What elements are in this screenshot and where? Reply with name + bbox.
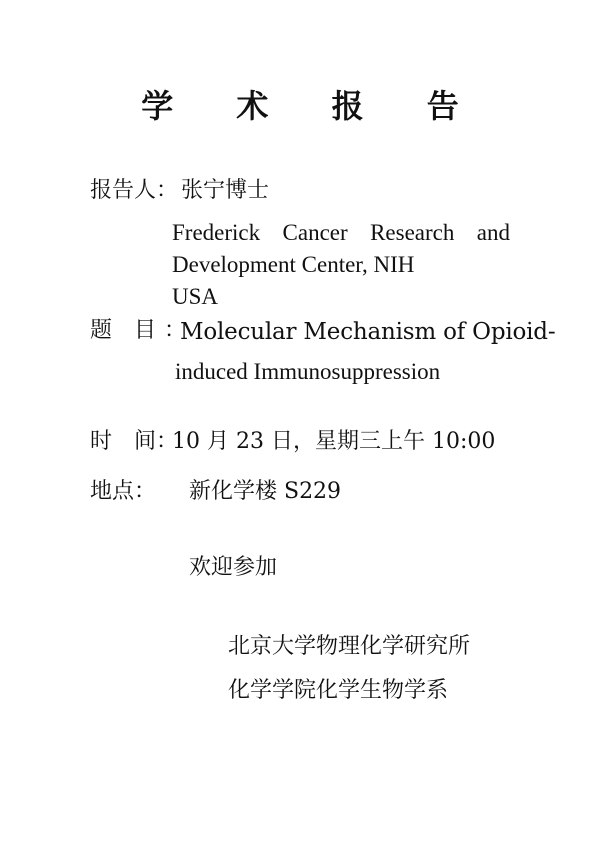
topic-label: 题 目 [90,318,157,343]
place-value: 新化学楼 S229 [189,479,342,504]
page-title: 学 术 报 告 [141,87,485,125]
affiliation-line-2: Development Center, NIH [172,252,415,277]
time-value: 10 月 23 日，星期三上午 10:00 [172,429,496,454]
time-label: 时 间： [90,429,179,454]
topic-line-1: Molecular Mechanism of Opioid- [180,319,556,345]
affiliation-line-3: USA [172,284,219,309]
place-label: 地点： [90,479,157,504]
speaker-name: 张宁博士 [181,178,270,203]
topic-colon: ： [164,318,187,343]
organizer-line-1: 北京大学物理化学研究所 [228,634,471,659]
speaker-label: 报告人： [90,178,179,203]
organizer-line-2: 化学学院化学生物学系 [228,678,449,703]
welcome-text: 欢迎参加 [189,555,278,580]
affiliation-line-1: Frederick Cancer Research and [172,220,510,245]
topic-line-2: induced Immunosuppression [175,359,441,384]
